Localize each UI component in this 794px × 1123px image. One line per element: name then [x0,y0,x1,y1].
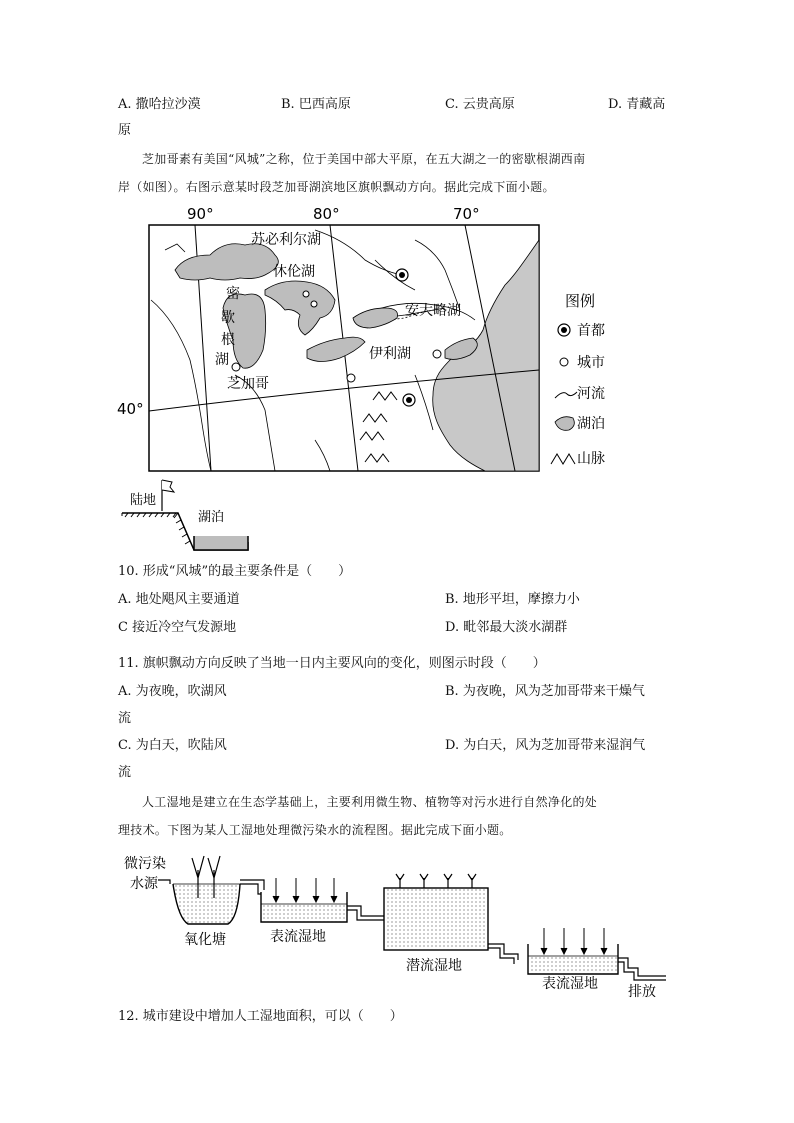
q11-stem: 11. 旗帜飘动方向反映了当地一日内主要风向的变化，则图示时段（ ） [118,656,546,671]
label-source-2: 水源 [130,876,158,892]
label-michigan-2: 歇 [221,310,235,326]
q11-option-d-wrap: 流 [118,765,132,780]
city-marker [303,291,309,297]
surface-wetland-1 [261,904,347,922]
label-michigan-1: 密 [226,286,240,302]
subsurface-wetland [384,888,488,950]
q11-option-b-wrap: 流 [118,711,132,726]
legend-mountain-label: 山脉 [577,451,605,467]
flag-figure [118,476,258,556]
label-oxidation-pond: 氧化塘 [184,932,226,948]
q10-stem: 10. 形成“风城”的最主要条件是（ ） [118,564,352,579]
q10-option-b: B. 地形平坦，摩擦力小 [445,592,580,607]
passage-wetland-line1: 人工湿地是建立在生态学基础上，主要利用微生物、植物等对污水进行自然净化的处 [142,795,598,809]
label-discharge: 排放 [628,984,656,998]
q11-option-d: D. 为白天，风为芝加哥带来湿润气 [445,738,646,753]
passage-wetland-line2: 理技术。下图为某人工湿地处理微污染水的流程图。据此完成下面小题。 [118,823,512,837]
lon-label-80: 80° [313,205,340,223]
surface-wetland-2-arrows [541,928,607,954]
legend-mountain-icon [551,454,575,464]
surface-wetland-1-arrows [273,878,337,902]
appalachian-mountains [360,392,397,462]
label-surface-wetland-2: 表流湿地 [542,976,598,992]
q9-option-a: A. 撒哈拉沙漠 [118,97,201,112]
label-lake-superior: 苏必利尔湖 [251,232,321,248]
q9-option-d: D. 青藏高 [608,97,666,112]
legend-river-label: 河流 [577,386,605,402]
discharge-pipe [618,958,666,976]
lake-water [194,536,248,550]
q9-option-c: C. 云贵高原 [445,97,515,112]
q11-option-c: C. 为白天，吹陆风 [118,738,227,753]
oxidation-pond [173,884,240,924]
city-marker [311,301,317,307]
legend-lake-icon [555,417,574,431]
lat-label-40: 40° [117,400,144,418]
legend-capital-label: 首都 [577,323,605,339]
lake-huron-shape [265,281,335,335]
label-surface-wetland-1: 表流湿地 [270,929,326,945]
legend-river-icon [555,392,577,398]
label-source-1: 微污染 [124,856,166,872]
lake-ontario-shape [353,308,398,328]
q12-stem: 12. 城市建设中增加人工湿地面积，可以（ ） [118,1009,403,1024]
passage-wetland [118,788,678,844]
legend-city-icon [560,358,568,366]
q9-option-d-wrap: 原 [118,123,132,138]
lake-superior-shape [175,244,278,280]
label-land: 陆地 [130,493,157,508]
q11-option-a: A. 为夜晚，吹湖风 [118,684,227,699]
q11-option-b: B. 为夜晚，风为芝加哥带来干燥气 [445,684,645,699]
label-michigan-4: 湖 [215,352,229,368]
wetland-flow-diagram [118,848,678,998]
legend-city-label: 城市 [577,355,605,371]
label-lake-ontario: 安大略湖 [405,303,461,319]
q9-option-b: B. 巴西高原 [281,97,351,112]
q10-option-c: C 接近冷空气发源地 [118,620,237,635]
city-marker [347,374,355,382]
flag [162,480,174,492]
passage-chicago-line2: 岸（如图）。右图示意某时段芝加哥湖滨地区旗帜飘动方向。据此完成下面小题。 [118,180,555,194]
label-subsurface-wetland: 潜流湿地 [406,958,462,974]
lon-label-70: 70° [453,205,480,223]
q10-option-a: A. 地处飓风主要通道 [118,592,240,607]
label-lake: 湖泊 [198,510,225,525]
passage-chicago-line1: 芝加哥素有美国“风城”之称，位于美国中部大平原，在五大湖之一的密歇根湖西南 [142,152,586,166]
legend-lake-label: 湖泊 [577,416,605,432]
city-chicago-marker [232,363,240,371]
capital-dot [406,397,412,403]
subsurface-plants [396,874,476,888]
surface-wetland-2 [528,956,618,974]
label-lake-huron: 休伦湖 [273,264,315,280]
q10-option-d: D. 毗邻最大淡水湖群 [445,620,568,635]
label-michigan-3: 根 [221,332,235,348]
passage-chicago [118,145,678,201]
legend-title: 图例 [565,292,596,310]
capital-dot [399,272,405,278]
lon-label-90: 90° [187,205,214,223]
city-marker [433,350,441,358]
lake-erie-shape [307,337,365,361]
label-lake-erie: 伊利湖 [369,346,411,362]
great-lakes-map [115,200,635,475]
label-chicago: 芝加哥 [227,376,269,392]
